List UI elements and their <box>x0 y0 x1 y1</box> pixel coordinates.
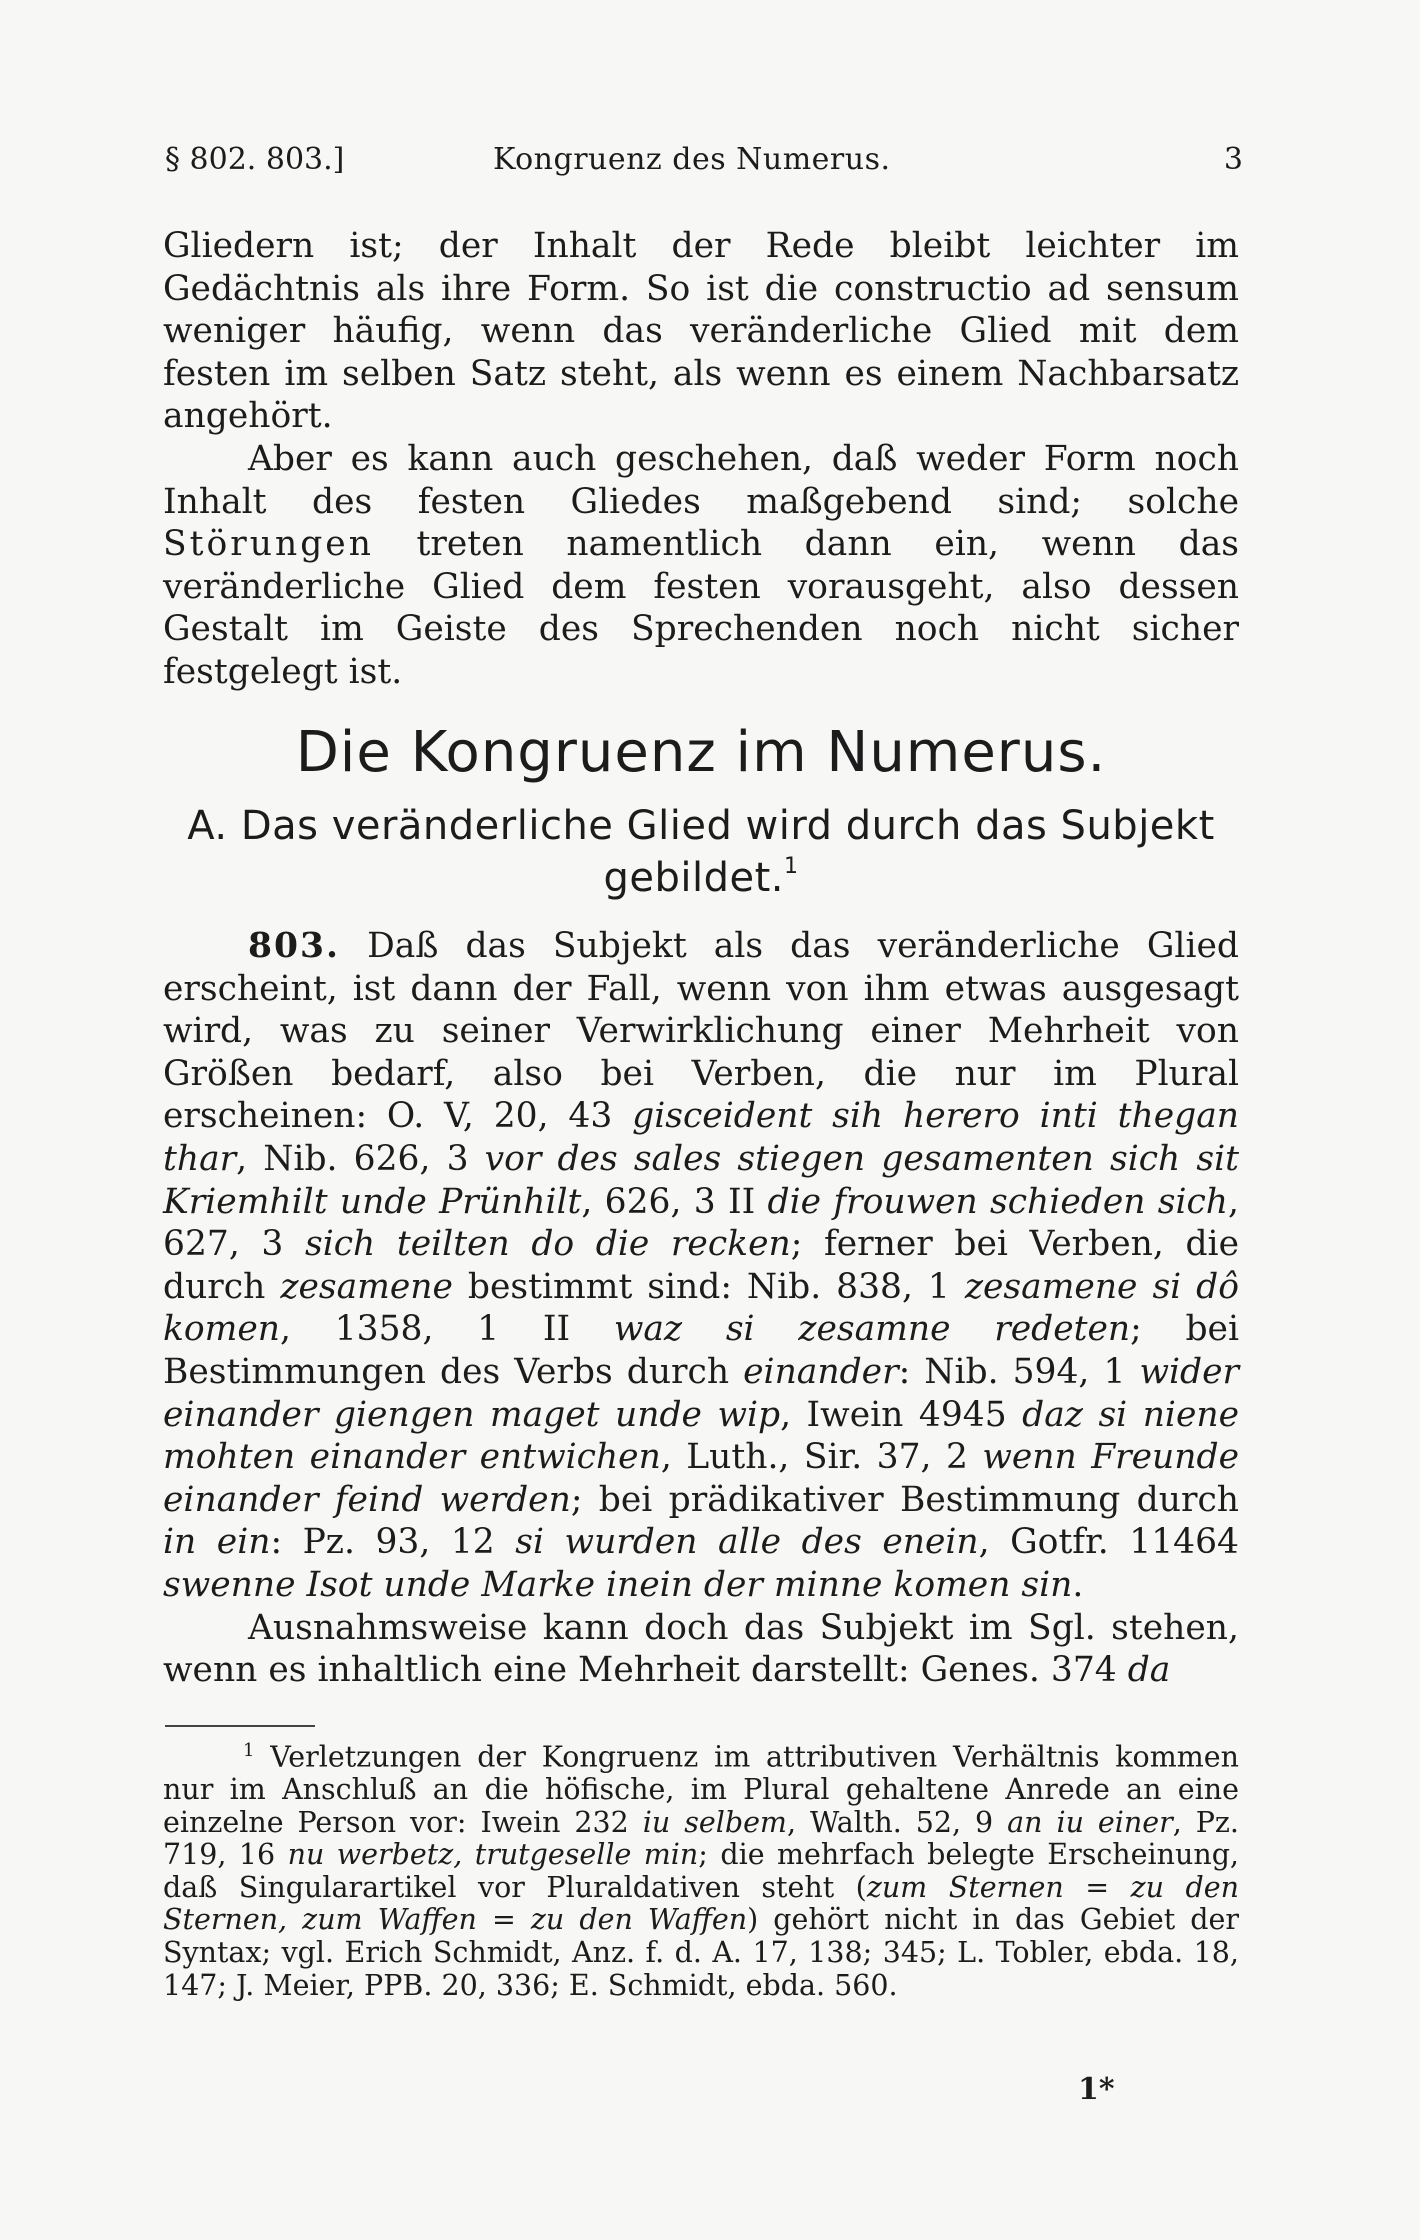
text-run: , Nib. 626, 3 <box>236 1138 485 1179</box>
text-run: , Walth. 52, 9 <box>786 1805 1008 1839</box>
quote: sich teilten do die recken <box>304 1224 791 1265</box>
section-heading-text: A. Das veränderliche Glied wird durch das Subjekt gebildet. <box>187 803 1215 901</box>
text-run: ; ferner bei Verben, die durch <box>163 1224 1239 1307</box>
quote: zesamene si dô komen <box>163 1266 1239 1350</box>
paragraph-803 <box>163 925 1239 1607</box>
text-run: Aber es kann auch geschehen, daß weder Form noch Inhalt des festen Gliedes maßgebend sind; solche <box>163 438 1239 522</box>
section-heading <box>163 800 1239 904</box>
quote: zesamene <box>280 1266 453 1307</box>
text-run: . <box>1072 1564 1084 1605</box>
quote: zum Sternen = zu den Sternen, zum Waffen = zu den Waffen <box>163 1870 1239 1937</box>
footnote-text <box>163 1735 1239 2002</box>
text-run: treten namentlich dann ein, wenn das veränderliche Glied dem festen vorausgeht, also dessen Gestalt im Geiste des Sprechenden noch nicht sicher festgelegt ist. <box>163 524 1239 692</box>
running-head <box>165 142 1243 182</box>
text-run: ) gehört nicht in das Gebiet der Syntax; vgl. Erich Schmidt, Anz. f. d. A. 17, 138; 345; L. Tobler, ebda. 18, 147; J. Meier, PPB. 20, 336; E. Schmidt, ebda. 560. <box>163 1903 1239 2002</box>
page-number: 3 <box>1223 142 1243 177</box>
quote: waz si zesamne redeten <box>613 1309 1131 1350</box>
quote: vor des sales stiegen gesamenten sich sit Kriemhilt unde Prünhilt <box>163 1138 1239 1222</box>
quote: gisceident sih herero inti thegan thar <box>163 1096 1240 1179</box>
text-run: Verletzungen der Kongruenz im attributiven Verhältnis kommen nur im Anschluß an die höfische, im Plural gehaltene Anrede an eine einzelne Person vor: Iwein 232 <box>163 1740 1239 1839</box>
text-run: , 626, 3 II <box>581 1181 768 1222</box>
running-head-title: Kongruenz des Numerus. <box>493 142 891 177</box>
quote: daz si niene mohten einander entwichen <box>163 1394 1239 1478</box>
quote: die frouwen schieden sich <box>767 1181 1229 1222</box>
text-run: , Gotfr. 11464 <box>978 1522 1240 1563</box>
text-run: ; die mehrfach belegte Erscheinung, daß Singularartikel vor Pluraldativen steht ( <box>163 1838 1239 1904</box>
footnote-number: 1 <box>243 1740 255 1761</box>
quote: iu selbem <box>642 1805 787 1839</box>
footnote-rule <box>165 1725 315 1727</box>
text-run: , 1358, 1 II <box>280 1309 614 1350</box>
quote: da <box>1127 1650 1171 1691</box>
quote: wider einander giengen maget unde wip <box>163 1351 1239 1435</box>
text-run: ; bei prädikativer Bestimmung durch <box>570 1479 1239 1520</box>
quote: swenne Isot unde Marke inein der minne komen sin <box>163 1564 1073 1605</box>
quote: si wurden alle des enein <box>515 1522 979 1563</box>
text-run: Daß das Subjekt als das veränderliche Glied erscheint, ist dann der Fall, wenn von ihm etwas ausgesagt wird, was zu seiner Verwirklichung einer Mehrheit von Größen bedarf, also bei Verben, die nur im Plural erscheinen: O. V, 20, 43 <box>163 926 1239 1137</box>
body-text-main <box>163 925 1239 1692</box>
text-run: ; bei Bestimmungen des Verbs durch <box>163 1309 1239 1392</box>
printer-signature: 1* <box>1078 2072 1115 2107</box>
text-run: , Pz. 719, 16 <box>163 1805 1239 1872</box>
section-number: 803. <box>248 926 341 966</box>
quote: wenn Freunde einander feind werden <box>163 1437 1239 1520</box>
text-run: , Luth., Sir. 37, 2 <box>660 1437 983 1478</box>
running-head-section: § 802. 803.] <box>165 142 345 177</box>
text-run: , Iwein 4945 <box>780 1394 1023 1435</box>
footnote <box>163 1735 1239 2002</box>
paragraph-continuation: Gliedern ist; der Inhalt der Rede bleibt leichter im Gedächtnis als ihre Form. So ist die constructio ad sensum weniger häufig, wenn das veränderliche Glied mit dem festen im selben Satz steht, als wenn es einem Nachbarsatz angehört. <box>163 226 1239 437</box>
spaced-term: Störungen <box>163 524 374 565</box>
text-run: , 627, 3 <box>163 1181 1239 1265</box>
text-run: bestimmt sind: Nib. 838, 1 <box>452 1266 965 1307</box>
chapter-heading: Die Kongruenz im Numerus. <box>295 720 1107 785</box>
paragraph-stoerungen <box>163 438 1239 694</box>
footnote-marker: 1 <box>784 854 799 879</box>
quote: in ein <box>163 1522 271 1563</box>
text-run: : Nib. 594, 1 <box>898 1351 1140 1392</box>
quote: nu werbetz, trutgeselle min <box>287 1838 699 1872</box>
body-text-top <box>163 225 1239 694</box>
paragraph-ausnahme <box>163 1607 1239 1692</box>
quote: einander <box>743 1351 899 1392</box>
quote: an iu einer <box>1007 1805 1173 1839</box>
text-run: : Pz. 93, 12 <box>270 1522 516 1563</box>
text-run: Ausnahmsweise kann doch das Subjekt im Sgl. stehen, wenn es inhaltlich eine Mehrheit darstellt: Genes. 374 <box>163 1607 1239 1691</box>
